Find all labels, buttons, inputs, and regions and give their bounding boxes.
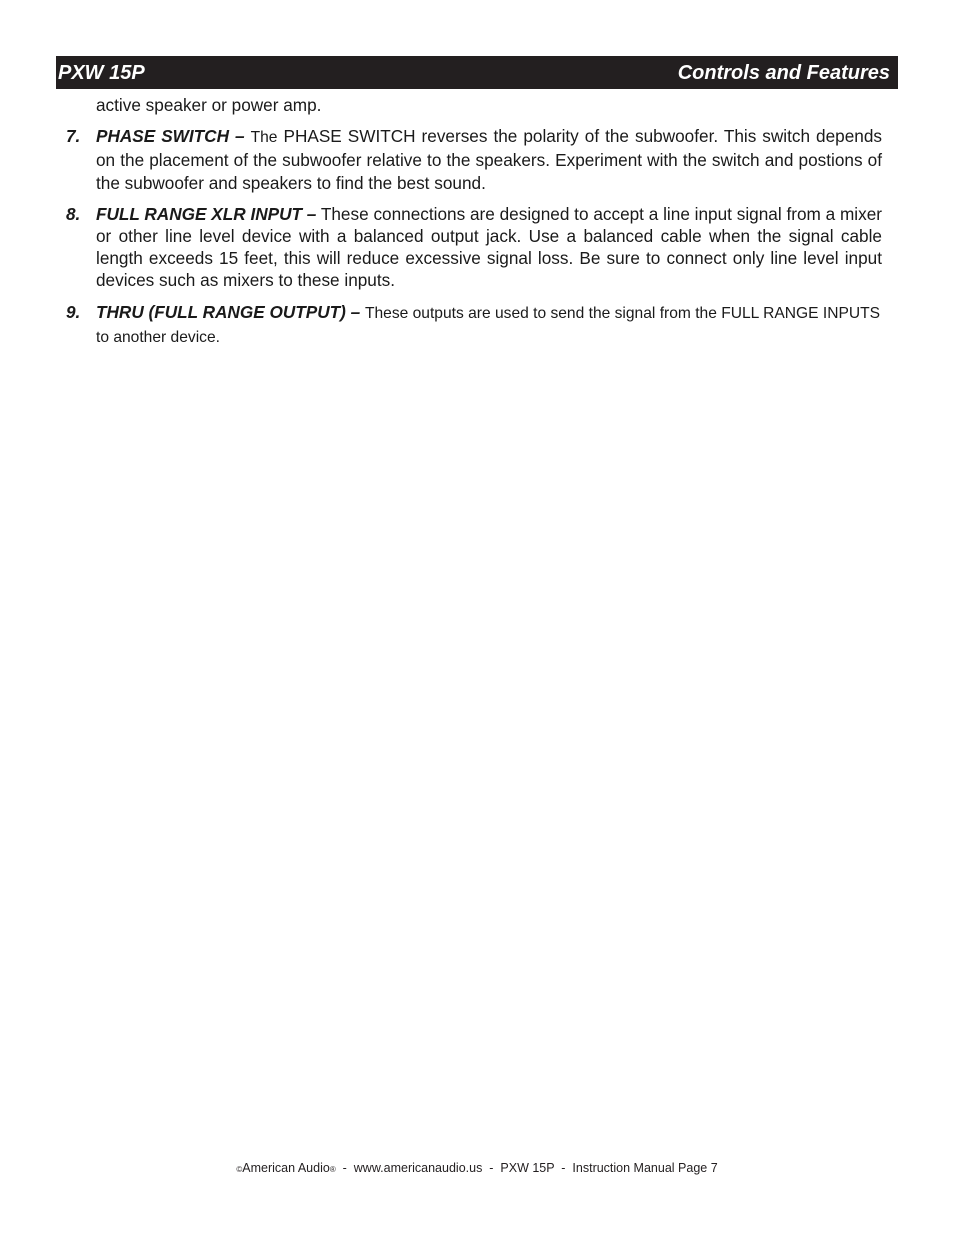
item-number: 7. [66,126,81,147]
page-footer [0,1161,954,1175]
footer-separator: - [335,1161,354,1175]
footer-separator: - [482,1161,501,1175]
footer-brand: American Audio [242,1161,330,1175]
main-content [66,94,882,358]
item-lead: The [250,129,278,147]
footer-model: PXW 15P [500,1161,555,1175]
continuation-text: active speaker or power amp. [96,95,322,115]
item-text: PHASE SWITCH reverses the polarity of the subwoofer. This switch depends on the placement of the subwoofer relative to the speakers. Experiment with the switch and postions of the subwoofer and speakers to find the best sound. [96,126,882,193]
list-item-full-range-xlr-input [66,203,882,292]
item-text: These outputs are used to send the signal from the FULL RANGE INPUTS to another device. [96,304,881,346]
item-title: THRU (FULL RANGE OUTPUT) – [96,301,361,322]
footer-website: www.americanaudio.us [353,1161,483,1175]
item-text: These connections are designed to accept a line input signal from a mixer or other line level device with a balanced output jack. Use a balanced cable when the signal cable length exceeds 15 feet, this will reduce excessive signal loss. Be sure to connect only line level input devices such as mixers to these inputs. [96,203,883,291]
item-body [96,301,882,349]
item-number: 8. [66,203,81,224]
footer-page-number: Instruction Manual Page 7 [572,1161,718,1175]
list-item-phase-switch [66,125,882,194]
header-model: PXW 15P [58,61,145,84]
copyright-symbol: © [236,1165,243,1174]
footer-separator: - [554,1161,573,1175]
page-header [56,56,898,89]
item-body [96,125,882,194]
item-title: FULL RANGE XLR INPUT – [96,203,317,224]
item-number: 9. [66,301,81,322]
item-body [96,203,882,292]
header-section-title: Controls and Features [677,61,890,84]
registered-symbol: ® [329,1165,336,1174]
item-title: PHASE SWITCH – [96,126,245,147]
list-item-thru-output [66,301,882,349]
